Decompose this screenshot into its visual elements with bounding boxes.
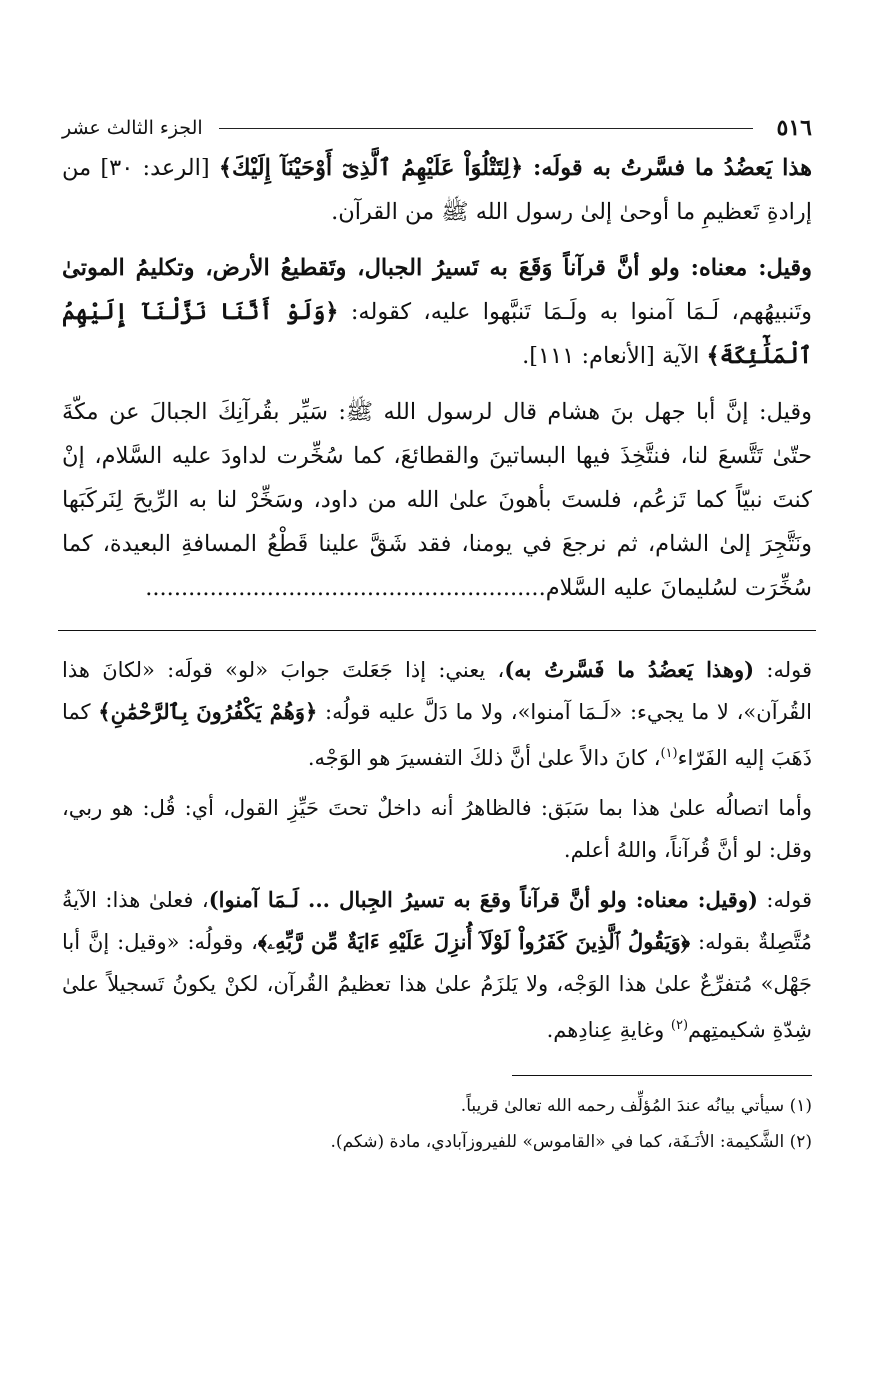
volume-title: الجزء الثالث عشر <box>62 117 203 139</box>
page <box>62 110 812 1160</box>
main-paragraph <box>62 390 812 610</box>
main-p2-mid: وتَنبيهُهم، لَـمَا آمنوا به ولَـمَا تَنبَّهوا عليه، كقوله: <box>338 299 812 325</box>
footnote-rule <box>512 1075 812 1076</box>
commentary-paragraph <box>62 649 812 779</box>
commentary <box>62 649 812 1051</box>
footnote-marker[interactable]: (١) <box>660 746 678 761</box>
quran-quote: ﴿وَيَقُولُ ٱلَّذِينَ كَفَرُواْ لَوْلَآ أُنزِلَ عَلَيْهِ ءَايَةٌ مِّن رَّبِّهِۦ﴾ <box>257 929 691 954</box>
header-rule <box>219 128 753 129</box>
commentary-paragraph <box>62 879 812 1051</box>
commentary-lead: قوله: <box>757 888 813 912</box>
main-p2-lead: وقيل: معناه: ولو أنَّ قرآناً وَقَعَ به تَسيرُ الجبال، وتَقطيعُ الأرض، وتكليمُ الموتىٰ <box>62 255 812 281</box>
commentary-text: ، فعلىٰ هذا: الآيةُ مُتَّصِلةٌ بقوله: <box>62 888 812 954</box>
footnote-marker[interactable]: (٢) <box>670 1018 689 1033</box>
footnote: (١) سيأتي بيانُه عندَ المُؤلِّف رحمه الله تعالىٰ قريباً. <box>460 1096 812 1116</box>
main-paragraph <box>62 146 812 234</box>
footnote: (٢) الشَّكيمة: الأنَـفَة، كما في «القاموس» للفيروزآبادي، مادة (شكم). <box>330 1132 812 1152</box>
commentary-text: ، يعني: إذا جَعَلتَ جوابَ «لو» قولَه: «لكانَ هذا القُرآن»، لا ما يجيء: «لَـمَا آمنوا»، ولا ما دَلَّ عليه قولُه: <box>62 658 812 724</box>
quran-quote: ﴿وَلَوْ أَنَّنَا نَزَّلْنَآ إِلَيْهِمُ ٱلْمَلَٰٓئِكَةَ﴾ <box>62 299 812 369</box>
main-p2-rest: الآية [الأنعام: ١١١]. <box>522 343 707 369</box>
quran-quote: ﴿وَهُمْ يَكْفُرُونَ بِٱلرَّحْمَٰنِ﴾ <box>98 699 318 724</box>
commentary-quote: (وقيل: معناه: ولو أنَّ قرآناً وقعَ به تسيرُ الجِبال ... لَـمَا آمنوا) <box>208 887 758 912</box>
commentary-text: وغايةِ عِنادِهم. <box>546 1018 671 1042</box>
main-p1-lead: هذا يَعضُدُ ما فسَّرتُ به قولَه: <box>523 155 812 181</box>
continuation-dots: ........................................................ <box>145 575 546 601</box>
commentary-text: كما ذَهَبَ إليه الفَرّاء <box>62 700 812 770</box>
quran-quote: ﴿لِتَتْلُوَاْ عَلَيْهِمُ ٱلَّذِىٓ أَوْحَيْنَآ إِلَيْكَ﴾ <box>218 155 524 181</box>
main-text <box>62 146 812 610</box>
commentary-text: ، وقولُه: «وقيل: إنَّ أبا جَهْل» مُتفرِّعٌ علىٰ هذا الوَجْه، ولا يَلزَمُ علىٰ هذا تعظيمُ القُرآن، لكنْ يكونُ تَسجيلاً علىٰ شِدّةِ شكيمتِهم <box>62 930 812 1042</box>
footnotes <box>62 1088 812 1160</box>
commentary-quote: (وهذا يَعضُدُ ما فَسَّرتُ به) <box>504 657 755 682</box>
main-p3-text: وقيل: إنَّ أبا جهل بنَ هشام قال لرسول الله ﷺ: سَيِّر بقُرآنِكَ الجبالَ عن مكّةَ حتّىٰ تَتَّسعَ لنا، فنتَّخِذَ فيها البساتينَ والقطائعَ، كما سُخِّرت لداودَ عليه السَّلام، إنْ كنتَ نبيّاً كما تَزعُم، فلستَ بأهونَ علىٰ الله من داود، وسَخِّرْ لنا به الرِّيحَ لِنَركَبَها ونَتَّجِرَ إلىٰ الشام، ثم نرجعَ في يومنا، فقد شَقَّ علينا قَطْعُ المسافةِ البعيدة، كما سُخِّرَت لسُليمانَ عليه السَّلام <box>62 399 812 601</box>
running-head <box>62 110 812 146</box>
commentary-lead: قوله: <box>754 658 813 682</box>
main-p1-rest: [الرعد: ٣٠] من إرادةِ تَعظيمِ ما أوحىٰ إلىٰ رسول الله ﷺ من القرآن. <box>62 155 812 225</box>
commentary-paragraph: وأما اتصالُه علىٰ هذا بما سَبَق: فالظاهرُ أنه داخلٌ تحتَ حَيِّزِ القول، أي: قُل: هو ربي، وقل: لو أنَّ قُرآناً، واللهُ أعلم. <box>62 796 812 862</box>
commentary-text: ، كانَ دالاً علىٰ أنَّ ذلكَ التفسيرَ هو الوَجْه. <box>307 746 661 770</box>
text-divider <box>58 630 816 631</box>
main-paragraph <box>62 246 812 378</box>
page-number: ٥١٦ <box>776 115 812 141</box>
